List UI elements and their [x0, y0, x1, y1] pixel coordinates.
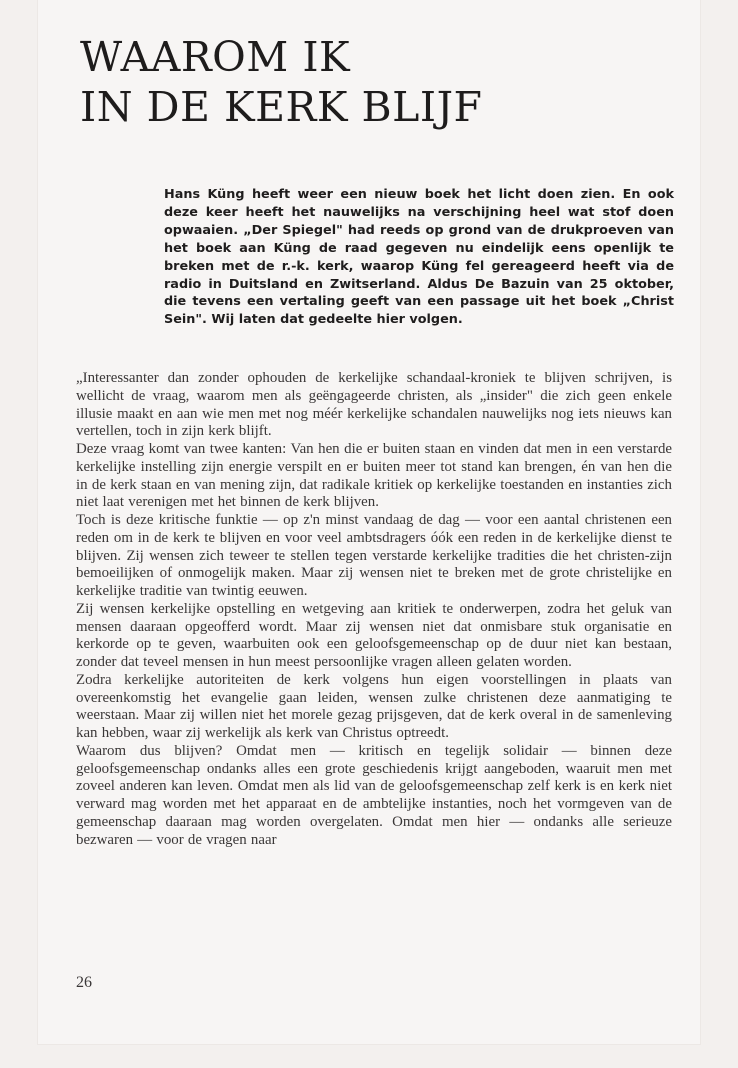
article-intro: Hans Küng heeft weer een nieuw boek het licht doen zien. En ook deze keer heeft het nauwelijks na verschijning heel wat stof doen opwaaien. „Der Spiegel" had reeds op grond van de drukproeven van het boek aan Küng de raad gegeven nu eindelijk eens openlijk te breken met de r.-k. kerk, waarop Küng fel gereageerd heeft via de radio in Duitsland en Zwitserland. Aldus De Bazuin van 25 oktober, die tevens een vertaling geeft van een passage uit het boek „Christ Sein". Wij laten dat gedeelte hier volgen.: [164, 187, 674, 328]
body-paragraph: Zodra kerkelijke autoriteiten de kerk volgens hun eigen voorstellingen in plaats van overeenkomstig het evangelie gaan leiden, wensen zulke christenen deze aanmatiging te weerstaan. Maar zij willen niet het morele gezag prijsgeven, dat de kerk overal in de samenleving kan hebben, waar zij werkelijk als kerk van Christus optreedt.: [76, 671, 672, 741]
body-paragraph: Zij wensen kerkelijke opstelling en wetgeving aan kritiek te onderwerpen, zodra het geluk van mensen daaraan opgeofferd wordt. Maar zij wensen niet dat onmisbare stuk organisatie en kerkorde op te geven, waarbuiten ook een geloofsgemeenschap op de duur niet kan bestaan, zonder dat teveel mensen in hun meest persoonlijke vragen alleen gelaten worden.: [76, 600, 672, 670]
article-title-line-2: IN DE KERK BLIJF: [80, 83, 483, 131]
magazine-page: [38, 0, 700, 1044]
body-paragraph: Deze vraag komt van twee kanten: Van hen die er buiten staan en vinden dat men in een verstarde kerkelijke instelling zijn energie verspilt en er buiten meer tot stand kan brengen, én van hen die in de kerk staan en van mening zijn, dat radikale kritiek op kerkelijke toestanden en instanties zich niet laat verenigen met het binnen de kerk blijven.: [76, 441, 672, 511]
body-paragraph: Toch is deze kritische funktie — op z'n minst vandaag de dag — voor een aantal christenen een reden om in de kerk te blijven en voor veel ambtsdragers óók een reden in de kerkelijke dienst te blijven. Zij wensen zich teweer te stellen tegen verstarde kerkelijke tradities die het christen-zijn bemoeilijken of onmogelijk maken. Maar zij wensen niet te breken met de grote christelijke en kerkelijke traditie van twintig eeuwen.: [76, 512, 672, 599]
body-paragraph: „Interessanter dan zonder ophouden de kerkelijke schandaal-kroniek te blijven schrijven, is wellicht de vraag, waarom men als geëngageerde christen, als „insider" die zich geen enkele illusie maakt en aan wie men met nog méér kerkelijke schandalen nauwelijks nog iets nieuws kan vertellen, toch in zijn kerk blijft.: [76, 370, 672, 440]
article-title-line-1: WAAROM IK: [80, 33, 351, 81]
article-body: [76, 370, 672, 849]
article-title: [80, 32, 482, 132]
body-paragraph: Waarom dus blijven? Omdat men — kritisch en tegelijk solidair — binnen deze geloofsgemeenschap ondanks alles een grote geschiedenis krijgt aangeboden, waaruit men met zoveel anderen kan leven. Omdat men als lid van de geloofsgemeenschap zelf kerk is en kerk niet verward mag worden met het apparaat en de ambtelijke instanties, noch het vormgeven van de gemeenschap daaraan mag worden overgelaten. Omdat men hier — ondanks alle serieuze bezwaren — voor de vragen naar: [76, 742, 672, 848]
page-number: 26: [76, 974, 92, 991]
